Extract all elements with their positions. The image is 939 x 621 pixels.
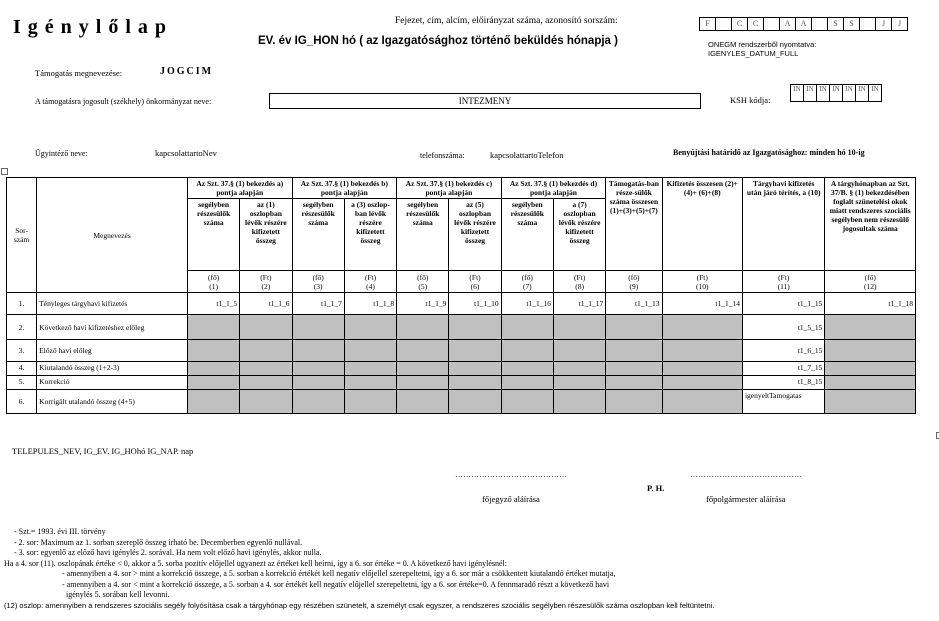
table-row: [7, 362, 916, 376]
data-cell[interactable]: t1_1_14: [662, 293, 742, 315]
col7-header: segélyben részesülők száma: [501, 199, 553, 271]
unit-cell: (Ft) (4): [344, 271, 396, 293]
admin-value: kapcsolattartoNev: [155, 148, 217, 158]
row-label: Kiutalandó összeg (1+2-3): [37, 362, 188, 376]
code-boxes: F C C A A S S J J: [699, 17, 908, 31]
data-cell[interactable]: t1_1_13: [606, 293, 662, 315]
data-cell[interactable]: t1_1_5: [187, 293, 239, 315]
table-row: [7, 376, 916, 390]
group-c: Az Szt. 37.§ (1) bekezdés c) pontja alapján: [397, 178, 502, 199]
onegm-date: IGENYLES_DATUM_FULL: [708, 49, 799, 58]
data-cell[interactable]: t1_1_8: [344, 293, 396, 315]
row-label: Előző havi előleg: [37, 340, 188, 362]
note-line: - amennyiben a 4. sor > mint a korrekció összege, a 5. sorban a korrekció értékét kell negatív előjellel szerepeltetni, így a 6. sor már a csökkentett kiutalandó értéket mutatja,: [62, 569, 616, 578]
col8-header: a (7) oszlopban lévők részére kifizetett összeg: [553, 199, 605, 271]
row-label: Tényleges tárgyhavi kifizetés: [37, 293, 188, 315]
col2-header: az (1) oszlopban lévők részére kifizetett összeg: [240, 199, 292, 271]
unit-cell: (Ft) (2): [240, 271, 292, 293]
table-move-handle[interactable]: [1, 168, 8, 175]
onegm-label: ONEGM rendszerből nyomtatva:: [708, 40, 817, 49]
signature-line-2: ……………………………………: [690, 470, 802, 479]
ksh-label: KSH kódja:: [730, 95, 771, 105]
data-cell[interactable]: t1_5_15: [742, 315, 824, 340]
col6-header: az (5) oszlopban lévők részére kifizetett összeg: [449, 199, 501, 271]
unit-cell: (fő) (9): [606, 271, 662, 293]
data-cell[interactable]: t1_7_15: [742, 362, 824, 376]
fields-caption: Fejezet, cím, alcím, előirányzat száma, azonosító sorszám:: [395, 16, 618, 26]
table-row: [7, 315, 916, 340]
note-line: - amennyiben a 4. sor < mint a korrekció összege, a 5. sorban a 4. sor értékét kell negatív előjellel szerepeltetni, így a 6. sor értéke=0. A fennmaradó részt a következő havi: [62, 579, 610, 589]
support-value: JOGCIM: [160, 66, 214, 77]
unit-cell: (fő) (3): [292, 271, 344, 293]
signature-caption-2: főpolgármester aláírása: [706, 494, 786, 504]
table-row: [7, 293, 916, 315]
row-label: Korrekció: [37, 376, 188, 390]
data-cell[interactable]: t1_1_16: [501, 293, 553, 315]
row-number: 5.: [7, 376, 37, 390]
unit-cell: (Ft) (10): [662, 271, 742, 293]
table-row: [7, 340, 916, 362]
col-sorszam: Sor-szám: [7, 178, 37, 293]
col4-header: a (3) oszlop-ban lévők részére kifizetett összeg: [344, 199, 396, 271]
data-cell[interactable]: t1_6_15: [742, 340, 824, 362]
phone-label: telefonszáma:: [420, 151, 465, 160]
group-d: Az Szt. 37.§ (1) bekezdés d) pontja alapján: [501, 178, 606, 199]
col1-header: segélyben részesülők száma: [187, 199, 239, 271]
signature-line-1: ……………………………………: [455, 470, 567, 479]
signature-caption-1: főjegyző aláírása: [482, 494, 540, 504]
municipality-label: A támogatásra jogosult (székhely) önkormányzat neve:: [35, 97, 212, 106]
unit-cell: (Ft) (11): [742, 271, 824, 293]
data-cell[interactable]: t1_8_15: [742, 376, 824, 390]
month-line: EV. év IG_HON hó ( az Igazgatósághoz történő beküldés hónapja ): [258, 35, 618, 47]
unit-cell: (Ft) (6): [449, 271, 501, 293]
data-cell[interactable]: igenyeltTamogatas: [742, 390, 824, 414]
stamp-label: P. H.: [647, 483, 665, 493]
unit-cell: (fő) (5): [397, 271, 449, 293]
place-date: TELEPULES_NEV, IG_EV. IG_HOhó IG_NAP. nap: [12, 446, 194, 456]
col5-header: segélyben részesülők száma: [397, 199, 449, 271]
deadline-text: Benyújtási határidő az Igazgatósághoz: minden hó 10-ig: [673, 148, 865, 157]
col3-header: segélyben részesülők száma: [292, 199, 344, 271]
note-line: - 3. sor: egyenlő az előző havi igénylés 2. sorával. Ha nem volt előző havi igénylés, akkor nulla.: [14, 548, 322, 557]
data-cell[interactable]: t1_1_9: [397, 293, 449, 315]
row-label: Következő havi kifizetéshez előleg: [37, 315, 188, 340]
row-number: 3.: [7, 340, 37, 362]
note-line: igénylés 5. sorában kell levonni.: [66, 590, 170, 599]
row-label: Korrigált utalandó összeg (4+5): [37, 390, 188, 414]
note-line: (12) oszlop: amennyiben a rendszeres szociális segély folyósítása csak a tárgyhónap egy részében szünetelt, a személyt csak egyszer, a rendszeres szociális segélyben részesülők száma oszlopban kell feltüntetni.: [4, 600, 715, 610]
row-number: 2.: [7, 315, 37, 340]
data-cell[interactable]: t1_1_7: [292, 293, 344, 315]
col10-header: Kifizetés összesen (2)+(4)+ (6)+(8): [662, 178, 742, 271]
data-cell[interactable]: t1_1_17: [553, 293, 605, 315]
ksh-boxes: IN IN IN IN IN IN IN: [790, 84, 882, 102]
row-number: 1.: [7, 293, 37, 315]
table-row: [7, 390, 916, 414]
admin-label: Ügyintéző neve:: [35, 149, 88, 158]
col9-header: Támogatás-ban része-sülők száma összesen (1)+(3)+(5)+(7): [606, 178, 662, 271]
unit-cell: (fő) (7): [501, 271, 553, 293]
unit-cell: (fő) (1): [187, 271, 239, 293]
phone-value: kapcsolattartoTelefon: [490, 150, 564, 160]
group-b: Az Szt. 37.§ (1) bekezdés b) pontja alapján: [292, 178, 397, 199]
municipality-field[interactable]: INTEZMENY: [269, 93, 701, 109]
unit-cell: (fő) (12): [825, 271, 916, 293]
row-number: 4.: [7, 362, 37, 376]
claims-table: [6, 177, 916, 414]
col11-header: Tárgyhavi kifizetés után járó térítés, a (10): [742, 178, 824, 271]
unit-cell: (Ft) (8): [553, 271, 605, 293]
group-a: Az Szt. 37.§ (1) bekezdés a) pontja alapján: [187, 178, 292, 199]
row-number: 6.: [7, 390, 37, 414]
note-line: Ha a 4. sor (11). oszlopának értéke < 0, akkor a 5. sorba pozitív előjellel ugyanezt az értéket kell beírni, így a 6. sor értéke = 0. A következő havi igénylésnél:: [4, 558, 507, 568]
col12-header: A tárgyhónapban az Szt. 37/B. § (1) bekezdésében foglalt szünetelési okok miatt rendszeres szociális segélyben nem részesülő jogosultak száma: [825, 178, 916, 271]
data-cell[interactable]: t1_1_18: [825, 293, 916, 315]
note-line: - 2. sor: Maximum az 1. sorban szereplő összeg írható be. Decemberben egyenlő nullával.: [14, 537, 303, 547]
data-cell[interactable]: t1_1_15: [742, 293, 824, 315]
data-cell[interactable]: t1_1_10: [449, 293, 501, 315]
note-line: - Szt.= 1993. évi III. törvény: [14, 527, 106, 536]
col-megnevezes: Megnevezés: [37, 178, 188, 293]
data-cell[interactable]: t1_1_6: [240, 293, 292, 315]
notes-block: [4, 527, 715, 611]
form-title: Igénylőlap: [13, 16, 174, 38]
support-label: Támogatás megnevezése:: [35, 68, 123, 78]
